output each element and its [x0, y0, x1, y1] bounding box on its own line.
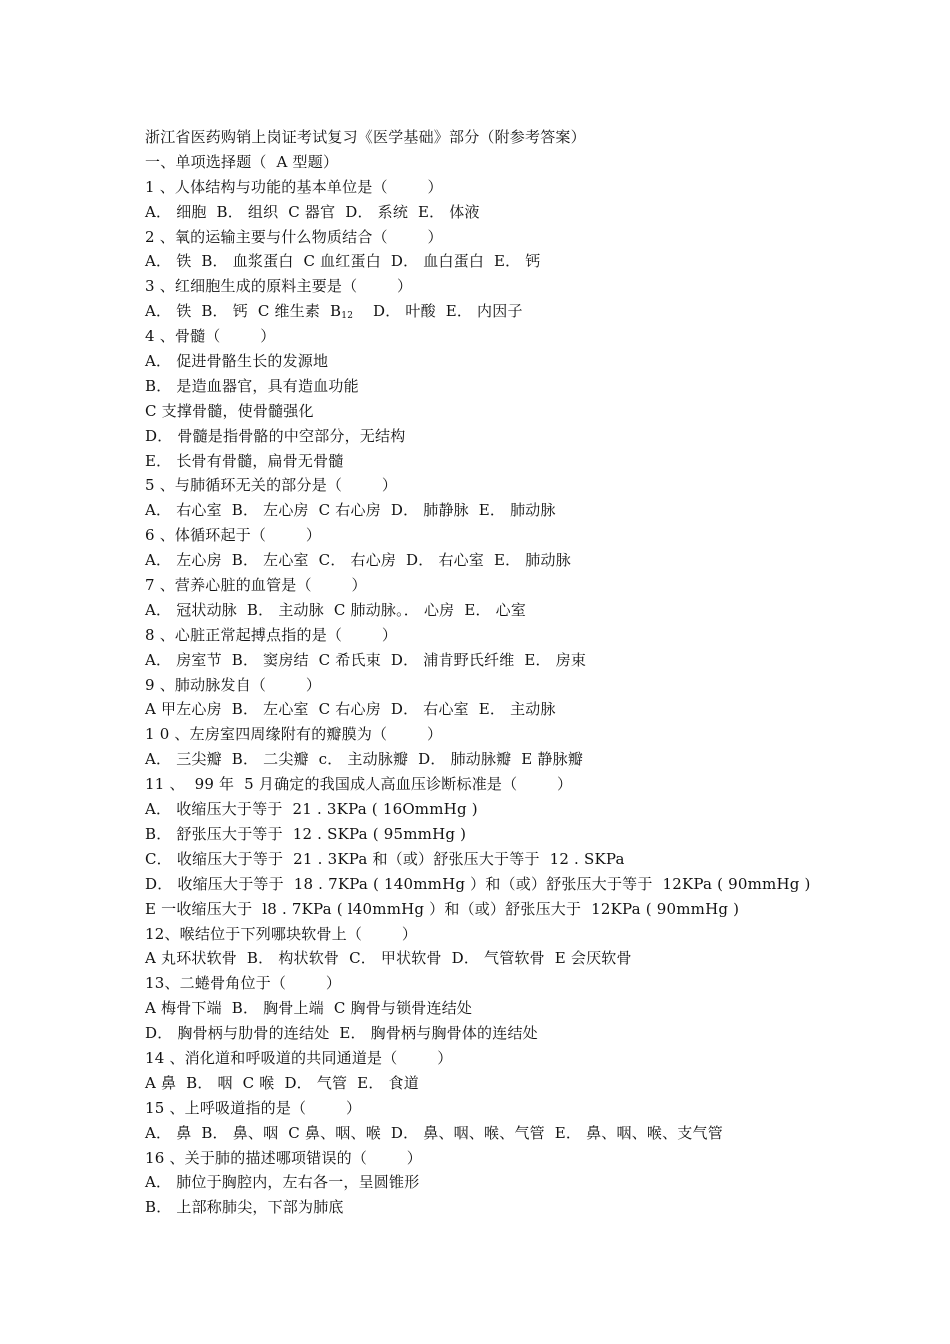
question-3: 3 、红细胞生成的原料主要是（ ） [145, 277, 413, 296]
options-13-line-1: A 梅骨下端 B． 胸骨上端 C 胸骨与锁骨连结处 [145, 999, 473, 1018]
option-4a: A． 促进骨骼生长的发源地 [145, 352, 329, 371]
option-11c: C． 收缩压大于等于 21 . 3KPa 和（或）舒张压大于等于 12 . SKPa [145, 849, 625, 868]
question-10: 1 0 、左房室四周缘附有的瓣膜为（ ） [145, 725, 443, 744]
document-body [145, 125, 865, 1220]
question-14: 14 、消化道和呼吸道的共同通道是（ ） [145, 1048, 453, 1067]
options-9: A 甲左心房 B． 左心室 C 右心房 D． 右心室 E． 主动脉 [145, 700, 556, 719]
options-3-part-a: A． 铁 B． 钙 C 维生素 B [145, 302, 342, 321]
question-12: 12、喉结位于下列哪块软骨上（ ） [145, 924, 418, 943]
option-16b: B． 上部称肺尖，下部为肺底 [145, 1198, 344, 1217]
options-7: A． 冠状动脉 B． 主动脉 C 肺动脉。． 心房 E． 心室 [145, 600, 527, 619]
option-4b: B． 是造血器官，具有造血功能 [145, 376, 359, 395]
option-11e: E 一收缩压大于 l8 . 7KPa ( l40mmHg ）和（或）舒张压大于 12KPa ( 90mmHg ) [145, 899, 740, 918]
question-8: 8 、心脏正常起搏点指的是（ ） [145, 625, 398, 644]
question-5: 5 、与肺循环无关的部分是（ ） [145, 476, 398, 495]
options-13-line-2: D． 胸骨柄与肋骨的连结处 E． 胸骨柄与胸骨体的连结处 [145, 1024, 538, 1043]
options-6: A． 左心房 B． 左心室 C． 右心房 D． 右心室 E． 肺动脉 [145, 551, 571, 570]
question-7: 7 、营养心脏的血管是（ ） [145, 576, 367, 595]
vitamin-subscript: 12 [341, 311, 354, 322]
options-8: A． 房室节 B． 窦房结 C 希氏束 D． 浦肯野氏纤维 E． 房束 [145, 650, 587, 669]
options-3 [145, 299, 865, 324]
question-6: 6 、体循环起于（ ） [145, 526, 322, 545]
document-title: 浙江省医药购销上岗证考试复习《医学基础》部分（附参考答案） [145, 128, 586, 146]
options-12: A 丸环状软骨 B． 构状软骨 C． 甲状软骨 D． 气管软骨 E 会厌软骨 [145, 949, 632, 968]
options-14: A 鼻 B． 咽 C 喉 D． 气管 E． 食道 [145, 1073, 419, 1092]
options-15: A． 鼻 B． 鼻、咽 C 鼻、咽、喉 D． 鼻、咽、喉、气管 E． 鼻、咽、喉、支气管 [145, 1123, 723, 1142]
option-4c: C 支撑骨髓，使骨髓强化 [145, 401, 314, 420]
options-3-part-b: D． 叶酸 E． 内因子 [353, 302, 523, 321]
option-11d: D． 收缩压大于等于 18 . 7KPa ( 140mmHg ）和（或）舒张压大于等于 12KPa ( 90mmHg ) [145, 874, 811, 893]
option-11b: B． 舒张压大于等于 12 . SKPa ( 95mmHg ) [145, 824, 467, 843]
question-1: 1 、人体结构与功能的基本单位是（ ） [145, 177, 443, 196]
options-1: A． 细胞 B． 组织 C 器官 D． 系统 E． 体液 [145, 202, 480, 221]
options-2: A． 铁 B． 血浆蛋白 C 血红蛋白 D． 血白蛋白 E． 钙 [145, 252, 541, 271]
option-11a: A． 收缩压大于等于 21 . 3KPa ( 16OmmHg ) [145, 800, 478, 819]
question-13: 13、二蜷骨角位于（ ） [145, 974, 342, 993]
section-heading: 一、单项选择题（ A 型题） [145, 152, 339, 171]
options-5: A． 右心室 B． 左心房 C 右心房 D． 肺静脉 E． 肺动脉 [145, 501, 556, 520]
option-4e: E． 长骨有骨髓，扁骨无骨髓 [145, 451, 344, 470]
question-11: 11 、 99 年 5 月确定的我国成人高血压诊断标准是（ ） [145, 775, 573, 794]
question-16: 16 、关于肺的描述哪项错误的（ ） [145, 1148, 423, 1167]
question-2: 2 、氧的运输主要与什么物质结合（ ） [145, 227, 443, 246]
question-9: 9 、肺动脉发自（ ） [145, 675, 322, 694]
option-4d: D． 骨髓是指骨骼的中空部分，无结构 [145, 426, 406, 445]
options-10: A． 三尖瓣 B． 二尖瓣 c． 主动脉瓣 D． 肺动脉瓣 E 静脉瓣 [145, 750, 584, 769]
question-15: 15 、上呼吸道指的是（ ） [145, 1098, 362, 1117]
option-16a: A． 肺位于胸腔内，左右各一，呈圆锥形 [145, 1173, 420, 1192]
question-4: 4 、骨髓（ ） [145, 327, 276, 346]
